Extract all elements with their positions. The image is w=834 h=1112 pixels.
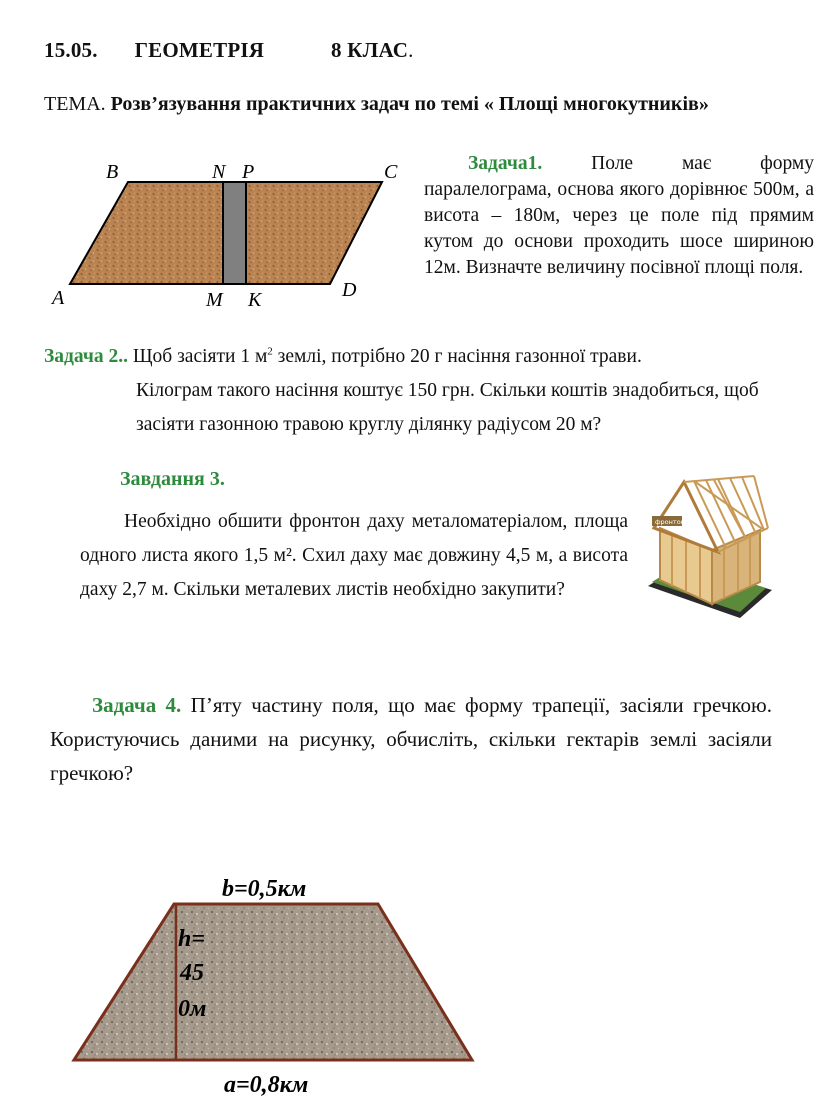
label-b: b=0,5км [222,876,307,902]
label-D: D [342,279,357,301]
task2-line1-b: землі, потрібно 20 г насіння газонної трави. [272,346,642,367]
theme-title: Розв’язування практичних задач по темі « Площі многокутників» [110,93,709,115]
task1-block [424,151,814,281]
house-label: фронтон [655,518,685,526]
task3-text: Необхідно обшити фронтон даху металоматеріалом, площа одного листа якого 1,5 м². Схил даху має довжину 4,5 м, а висота даху 2,7 м. Скільки металевих листів необхідно закупити? [80,511,628,600]
task3-title: Завдання 3. [120,468,225,490]
task2-title: Задача 2.. [44,346,128,367]
label-M: M [206,289,223,310]
label-h3: 0м [178,996,207,1022]
header-grade: 8 КЛАС [331,38,409,62]
label-h1: h= [178,926,206,952]
house-frame-image [644,468,774,628]
theme-prefix: ТЕМА. [44,93,111,115]
header-date: 15.05. [44,38,98,62]
house-frame [654,476,768,604]
task4-title: Задача 4. [92,693,182,717]
label-h2: 45 [180,960,204,986]
page-theme [44,93,709,116]
label-B: B [106,161,119,183]
road-strip [223,182,246,284]
parallelogram-figure [40,160,410,310]
header-grade-dot: . [408,38,414,62]
label-N: N [212,161,226,183]
task2-line1-a: Щоб засіяти 1 м [128,346,268,367]
trapezoid-field [74,904,472,1060]
task3-text-block [80,505,628,607]
task4-block [50,688,772,790]
label-a: a=0,8км [224,1072,309,1098]
task1-text: Поле має форму паралелограма, основа якого дорівнює 500м, а висота – 180м, через це поле під прямим кутом до основи проходить шосе шириною 12м. Визначте величину посівної площі поля. [424,153,814,278]
label-K: K [248,289,262,310]
task1-title: Задача1. [468,153,543,174]
header-subject: ГЕОМЕТРІЯ [134,38,265,62]
label-C: C [384,161,398,183]
trapezoid-figure [60,870,490,1102]
page-header [44,38,414,63]
task2-block [44,340,814,442]
label-P: P [242,161,255,183]
task2-line1-sup: 2 [267,345,273,358]
task2-rest: Кілограм такого насіння коштує 150 грн. Скільки коштів знадобиться, щоб засіяти газонною травою круглу ділянку радіусом 20 м? [136,380,759,435]
label-A: A [52,287,65,309]
task4-text: П’яту частину поля, що має форму трапеції, засіяли гречкою. Користуючись даними на рисунку, обчисліть, скільки гектарів землі засіяли гречкою? [50,693,772,785]
